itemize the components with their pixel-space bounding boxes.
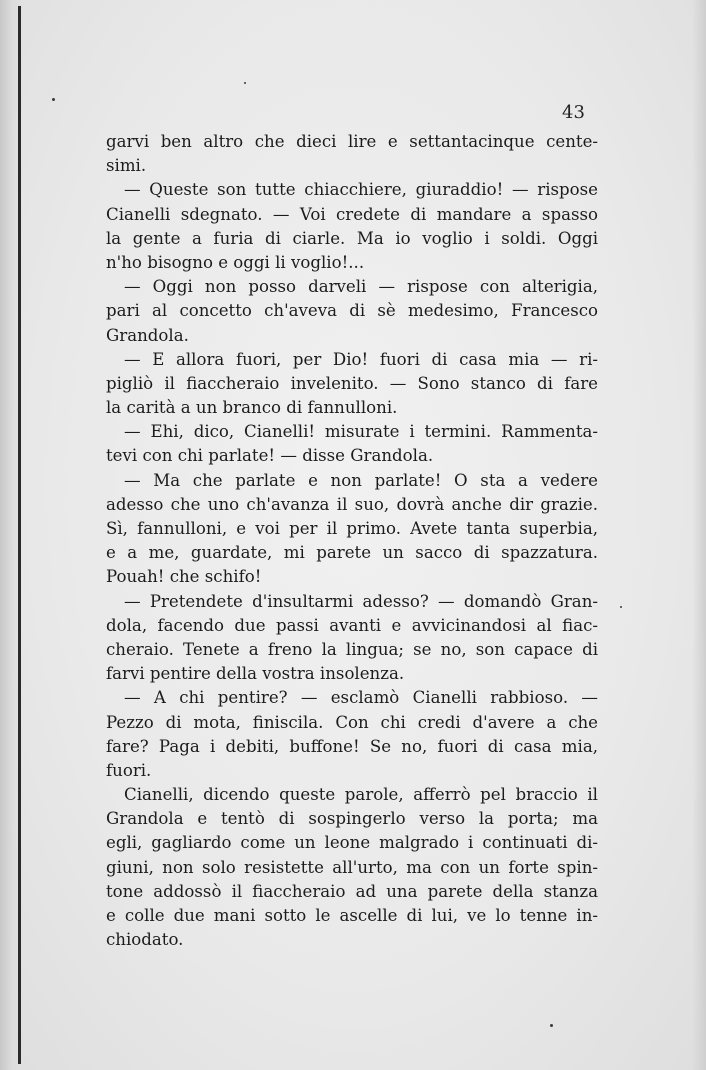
- page-edge-shadow: [692, 0, 706, 1070]
- body-text: [106, 130, 598, 952]
- ink-speck: [550, 1024, 553, 1027]
- text-line: pigliò il fiaccheraio invelenito. — Sono stanco di fare: [106, 373, 598, 393]
- text-line: n'ho bisogno e oggi li voglio!...: [106, 252, 365, 272]
- text-line: Grandola e tentò di sospingerlo verso la porta; ma: [106, 809, 598, 829]
- text-line: chiodato.: [106, 930, 184, 950]
- text-line: adesso che uno ch'avanza il suo, dovrà anche dir grazie.: [106, 494, 598, 514]
- text-line: tone addossò il fiaccheraio ad una parete della stanza: [106, 881, 598, 901]
- text-line: Cianelli, dicendo queste parole, afferrò pel braccio il: [124, 785, 598, 805]
- text-line: tevi con chi parlate! — disse Grandola.: [106, 446, 434, 466]
- text-line: e colle due mani sotto le ascelle di lui, ve lo tenne in-: [106, 906, 598, 925]
- text-line: — Ehi, dico, Cianelli! misurate i termini. Rammenta-: [124, 422, 598, 442]
- text-line: la gente a furia di ciarle. Ma io voglio i soldi. Oggi: [106, 228, 598, 248]
- text-line: — Ma che parlate e non parlate! O sta a vedere: [124, 470, 598, 490]
- text-line: farvi pentire della vostra insolenza.: [106, 664, 405, 684]
- text-line: giuni, non solo resistette all'urto, ma con un forte spin-: [106, 857, 598, 877]
- text-line: Grandola.: [106, 325, 189, 345]
- text-line: garvi ben altro che dieci lire e settantacinque cente-: [106, 132, 598, 151]
- text-line: — Pretendete d'insultarmi adesso? — domandò Gran-: [124, 591, 598, 611]
- text-line: Cianelli sdegnato. — Voi credete di mandare a spasso: [106, 204, 598, 224]
- ink-speck: [244, 82, 246, 84]
- text-line: pari al concetto ch'aveva di sè medesimo, Francesco: [106, 301, 598, 321]
- text-line: fuori.: [106, 760, 152, 780]
- text-line: Pezzo di mota, finiscila. Con chi credi d'avere a che: [106, 712, 598, 732]
- text-line: la carità a un branco di fannulloni.: [106, 398, 398, 418]
- text-line: cheraio. Tenete a freno la lingua; se no, son capace di: [106, 639, 598, 659]
- ink-speck: [620, 606, 622, 608]
- text-line: — Queste son tutte chiacchiere, giuraddio! — rispose: [124, 180, 598, 200]
- text-line: Pouah! che schifo!: [106, 567, 262, 587]
- ink-speck: [52, 98, 55, 101]
- binding-edge-line: [18, 6, 21, 1064]
- text-line: egli, gagliardo come un leone malgrado i continuati di-: [106, 833, 598, 853]
- text-line: — A chi pentire? — esclamò Cianelli rabbioso. —: [124, 688, 598, 708]
- text-line: fare? Paga i debiti, buffone! Se no, fuori di casa mia,: [106, 736, 598, 756]
- text-line: e a me, guardate, mi parete un sacco di spazzatura.: [106, 543, 598, 563]
- text-line: — Oggi non posso darveli — rispose con alterigia,: [124, 277, 598, 297]
- text-line: — E allora fuori, per Dio! fuori di casa mia — ri-: [124, 349, 598, 369]
- page-number: 43: [562, 102, 585, 123]
- text-line: simi.: [106, 156, 147, 176]
- text-line: Sì, fannulloni, e voi per il primo. Avete tanta superbia,: [106, 519, 598, 538]
- text-line: dola, facendo due passi avanti e avvicinandosi al fiac-: [106, 615, 598, 635]
